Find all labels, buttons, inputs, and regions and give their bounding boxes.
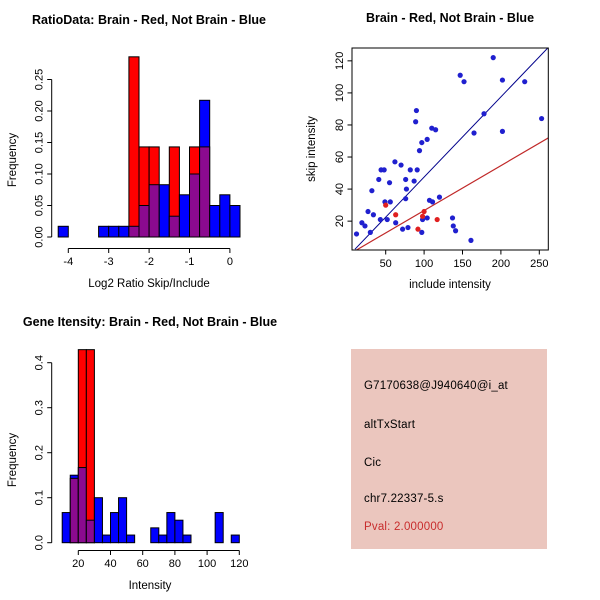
brain-point xyxy=(393,212,398,217)
svg-text:include intensity: include intensity xyxy=(409,279,491,291)
panel-ratio-histogram xyxy=(0,0,300,300)
hist-bar-overlap xyxy=(190,174,200,237)
not-brain-point xyxy=(425,137,430,142)
hist-bar xyxy=(62,513,70,543)
svg-text:100: 100 xyxy=(414,258,434,270)
hist-bar-overlap xyxy=(169,216,179,237)
svg-text:0.2: 0.2 xyxy=(33,445,46,461)
not-brain-point xyxy=(404,186,409,191)
event-type-text: altTxStart xyxy=(364,419,416,431)
not-brain-point xyxy=(430,199,435,204)
not-brain-point xyxy=(451,223,456,228)
not-brain-point xyxy=(408,167,413,172)
svg-text:-2: -2 xyxy=(144,256,154,268)
not-brain-point xyxy=(371,212,376,217)
brain-point xyxy=(415,227,420,232)
not-brain-point xyxy=(491,55,496,60)
not-brain-point xyxy=(461,79,466,84)
svg-text:20: 20 xyxy=(72,558,85,570)
svg-text:0.20: 0.20 xyxy=(33,100,46,122)
brain-point xyxy=(383,203,388,208)
hist-bar-overlap xyxy=(139,206,149,238)
svg-text:0.4: 0.4 xyxy=(33,355,46,371)
svg-text:-4: -4 xyxy=(63,256,74,268)
svg-text:150: 150 xyxy=(453,258,472,270)
svg-text:0.10: 0.10 xyxy=(33,163,46,185)
svg-text:Brain - Red, Not Brain - Blue: Brain - Red, Not Brain - Blue xyxy=(365,11,535,25)
probe-id-text: G7170638@J940640@i_at xyxy=(364,380,508,392)
not-brain-point xyxy=(522,79,527,84)
not-brain-point xyxy=(500,129,505,134)
not-brain-point xyxy=(398,162,403,167)
svg-text:0.00: 0.00 xyxy=(33,226,46,248)
not-brain-point xyxy=(458,73,463,78)
not-brain-point xyxy=(365,209,370,214)
svg-text:0.1: 0.1 xyxy=(33,490,46,506)
svg-text:250: 250 xyxy=(530,258,549,270)
not-brain-point xyxy=(453,228,458,233)
svg-text:Gene Itensity: Brain - Red, No: Gene Itensity: Brain - Red, Not Brain - Blue xyxy=(22,315,278,329)
not-brain-point xyxy=(481,111,486,116)
hist-bar xyxy=(111,513,119,543)
hist-bar xyxy=(210,206,220,238)
svg-text:0: 0 xyxy=(226,256,233,268)
not-brain-point xyxy=(362,223,367,228)
hist-bar xyxy=(159,185,169,237)
svg-text:-1: -1 xyxy=(184,256,195,268)
svg-text:Log2 Ratio Skip/Include: Log2 Ratio Skip/Include xyxy=(88,278,210,290)
hist-bar xyxy=(230,206,240,238)
event-info-box xyxy=(351,349,547,549)
hist-bar xyxy=(127,535,135,543)
hist-bar xyxy=(179,195,189,237)
hist-bar xyxy=(102,535,110,543)
svg-text:80: 80 xyxy=(168,558,182,570)
not-brain-point xyxy=(385,217,390,222)
hist-bar xyxy=(119,498,127,543)
not-brain-point xyxy=(419,140,424,145)
hist-bar xyxy=(151,528,159,543)
svg-text:RatioData: Brain - Red, Not Br: RatioData: Brain - Red, Not Brain - Blue xyxy=(31,13,267,27)
svg-text:50: 50 xyxy=(379,258,392,270)
hist-bar xyxy=(167,513,175,543)
not-brain-point xyxy=(393,220,398,225)
hist-bar-overlap xyxy=(86,520,94,543)
brain-point xyxy=(422,209,427,214)
not-brain-point xyxy=(414,108,419,113)
ratio-histogram-bars xyxy=(58,57,240,237)
svg-text:100: 100 xyxy=(334,83,346,103)
svg-text:skip intensity: skip intensity xyxy=(306,116,318,182)
not-brain-point xyxy=(468,238,473,243)
location-text: chr7.22337-5.s xyxy=(364,493,444,505)
hist-bar-overlap xyxy=(129,226,139,237)
not-brain-point xyxy=(417,148,422,153)
hist-bar-overlap xyxy=(200,147,210,237)
svg-text:60: 60 xyxy=(334,150,346,164)
hist-bar-overlap xyxy=(149,185,159,237)
hist-bar-overlap xyxy=(78,468,86,543)
svg-text:80: 80 xyxy=(334,118,346,132)
hist-bar xyxy=(175,520,183,543)
not-brain-point xyxy=(500,77,505,82)
gene-intensity-histogram-chart xyxy=(0,300,300,600)
panel-event-info xyxy=(300,300,600,600)
hist-bar xyxy=(86,350,94,543)
not-brain-point xyxy=(539,116,544,121)
not-brain-point xyxy=(378,217,383,222)
hist-bar xyxy=(109,226,119,237)
svg-text:100: 100 xyxy=(197,558,217,570)
svg-text:0.05: 0.05 xyxy=(33,194,46,217)
not-brain-point xyxy=(471,130,476,135)
not-brain-point xyxy=(405,225,410,230)
panel-intensity-scatter xyxy=(300,0,600,300)
hist-bar-overlap xyxy=(70,478,78,542)
not-brain-point xyxy=(400,227,405,232)
svg-text:200: 200 xyxy=(491,258,511,270)
not-brain-point xyxy=(376,177,381,182)
svg-text:120: 120 xyxy=(230,558,249,570)
not-brain-point xyxy=(433,127,438,132)
not-brain-point xyxy=(412,178,417,183)
hist-bar xyxy=(215,513,223,543)
hist-bar xyxy=(220,195,230,237)
hist-bar xyxy=(58,226,68,237)
svg-text:Intensity: Intensity xyxy=(128,580,172,592)
not-brain-point xyxy=(415,167,420,172)
not-brain-point xyxy=(392,159,397,164)
not-brain-point xyxy=(450,215,455,220)
hist-bar xyxy=(99,226,109,237)
not-brain-point xyxy=(437,195,442,200)
svg-text:20: 20 xyxy=(334,215,346,228)
not-brain-point xyxy=(425,215,430,220)
svg-text:Frequency: Frequency xyxy=(7,432,19,488)
brain-point xyxy=(435,217,440,222)
hist-bar xyxy=(94,498,102,543)
pval-text: Pval: 2.000000 xyxy=(364,521,444,533)
gene-intensity-histogram-bars xyxy=(62,350,239,543)
not-brain-point xyxy=(368,230,373,235)
gene-name-text: Cic xyxy=(364,457,382,469)
not-brain-point xyxy=(413,119,418,124)
hist-bar xyxy=(119,226,129,237)
svg-text:40: 40 xyxy=(104,558,117,570)
hist-bar xyxy=(159,535,167,543)
ratio-histogram-chart xyxy=(0,0,300,300)
svg-text:0.15: 0.15 xyxy=(33,131,46,154)
svg-text:40: 40 xyxy=(334,182,346,196)
scatter-points xyxy=(354,55,544,243)
hist-bar xyxy=(129,57,139,237)
hist-bar xyxy=(183,535,191,543)
intensity-scatter-chart xyxy=(300,0,600,300)
svg-text:0.0: 0.0 xyxy=(33,535,46,551)
not-brain-point xyxy=(369,188,374,193)
brain-point xyxy=(420,214,425,219)
hist-bar xyxy=(231,535,239,543)
not-brain-point xyxy=(403,196,408,201)
red-fit-line xyxy=(357,138,549,250)
not-brain-point xyxy=(403,177,408,182)
svg-text:Frequency: Frequency xyxy=(7,132,19,188)
svg-text:60: 60 xyxy=(136,558,149,570)
not-brain-point xyxy=(354,231,359,236)
not-brain-point xyxy=(382,167,387,172)
not-brain-point xyxy=(387,180,392,185)
svg-text:0.3: 0.3 xyxy=(33,400,46,416)
svg-text:-3: -3 xyxy=(103,256,114,268)
panel-gene-intensity-histogram xyxy=(0,300,300,600)
not-brain-point xyxy=(388,199,393,204)
svg-text:120: 120 xyxy=(334,51,346,71)
svg-text:0.25: 0.25 xyxy=(33,68,46,91)
